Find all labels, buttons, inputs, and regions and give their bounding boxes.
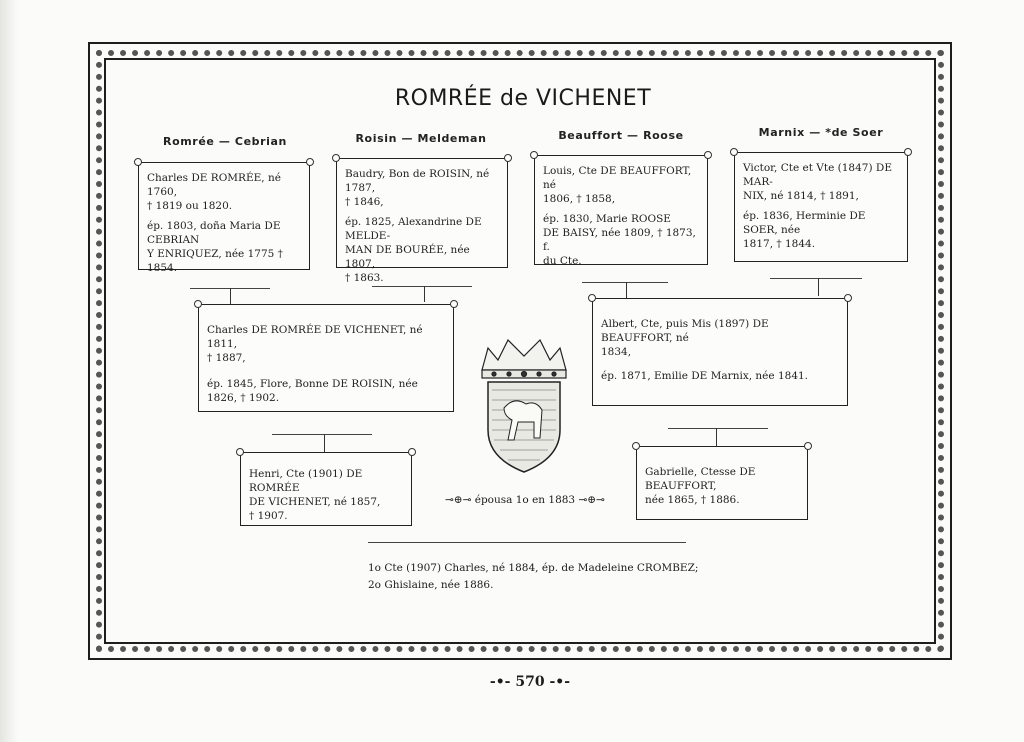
scan-edge bbox=[0, 0, 18, 742]
column-heading-marnix: Marnix — *de Soer bbox=[758, 126, 884, 139]
marriage-label: ⊸⊕⊸ épousa 1o en 1883 ⊸⊕⊸ bbox=[445, 494, 605, 506]
person-box-henri-romree bbox=[240, 452, 412, 526]
box-line: Charles DE ROMRÉE, né 1760, bbox=[147, 172, 281, 198]
box-line: ép. 1845, Flore, Bonne DE ROISIN, née 1826, † 1902. bbox=[207, 378, 418, 404]
person-box-louis-beauffort bbox=[534, 155, 708, 265]
connector-line bbox=[818, 278, 819, 296]
children-list bbox=[368, 560, 698, 594]
column-heading-roisin: Roisin — Meldeman bbox=[355, 132, 487, 145]
box-line: Victor, Cte et Vte (1847) DE MAR- bbox=[743, 162, 892, 188]
connector-line bbox=[716, 428, 717, 446]
box-line: † 1863. bbox=[345, 272, 384, 284]
person-box-charles-romree bbox=[138, 162, 310, 274]
box-line: 1817, † 1844. bbox=[743, 238, 816, 250]
flourish bbox=[668, 428, 768, 429]
box-line: NIX, né 1814, † 1891, bbox=[743, 190, 859, 202]
box-line: 1806, † 1858, bbox=[543, 193, 616, 205]
crown-icon bbox=[482, 340, 566, 378]
box-line: Y ENRIQUEZ, née 1775 † 1854. bbox=[147, 248, 283, 274]
box-line: † 1907. bbox=[249, 510, 288, 522]
column-heading-romree: Romrée — Cebrian bbox=[163, 135, 287, 148]
box-line: Henri, Cte (1901) DE ROMRÉE bbox=[249, 468, 363, 494]
box-line: 1834, bbox=[601, 346, 632, 358]
person-box-albert-beauffort bbox=[592, 298, 848, 406]
flourish bbox=[272, 434, 372, 435]
box-line: Albert, Cte, puis Mis (1897) DE BEAUFFORT, né bbox=[601, 318, 769, 344]
person-box-baudry-roisin bbox=[336, 158, 508, 284]
flourish bbox=[372, 286, 472, 287]
child-line: 2o Ghislaine, née 1886. bbox=[368, 579, 494, 591]
box-line: ép. 1825, Alexandrine DE MELDE- bbox=[345, 216, 482, 242]
page-title: ROMRÉE de VICHENET bbox=[394, 86, 652, 111]
flourish bbox=[770, 278, 862, 279]
box-line: MAN DE BOURÉE, née 1807, bbox=[345, 244, 470, 270]
coat-of-arms-icon bbox=[474, 330, 574, 475]
children-rule bbox=[368, 542, 686, 543]
box-line: † 1887, bbox=[207, 352, 246, 364]
box-line: ép. 1803, doña Maria DE CEBRIAN bbox=[147, 220, 281, 246]
page-number: -•- 570 -•- bbox=[489, 674, 571, 690]
child-line: 1o Cte (1907) Charles, né 1884, ép. de Madeleine CROMBEZ; bbox=[368, 562, 699, 574]
box-line: du Cte. bbox=[543, 255, 582, 267]
box-line: † 1819 ou 1820. bbox=[147, 200, 233, 212]
connector-line bbox=[230, 288, 231, 304]
box-line: Gabrielle, Ctesse DE BEAUFFORT, bbox=[645, 466, 756, 492]
box-line: ép. 1871, Emilie DE Marnix, née 1841. bbox=[601, 370, 809, 382]
connector-line bbox=[324, 434, 325, 452]
page-number-text: 570 bbox=[515, 674, 545, 690]
box-line: Charles DE ROMRÉE DE VICHENET, né 1811, bbox=[207, 324, 423, 350]
connector-line bbox=[424, 286, 425, 302]
column-heading-beauffort: Beauffort — Roose bbox=[558, 129, 684, 142]
box-line: ép. 1830, Marie ROOSE bbox=[543, 213, 671, 225]
connector-line bbox=[626, 282, 627, 298]
box-line: ép. 1836, Herminie DE SOER, née bbox=[743, 210, 866, 236]
marriage-text: épousa 1o en 1883 bbox=[474, 494, 576, 506]
box-line: Louis, Cte DE BEAUFFORT, né bbox=[543, 165, 692, 191]
box-line: DE BAISY, née 1809, † 1873, f. bbox=[543, 227, 696, 253]
person-box-charles-vichenet bbox=[198, 304, 454, 412]
person-box-victor-marnix bbox=[734, 152, 908, 262]
person-box-gabrielle-beauffort bbox=[636, 446, 808, 520]
flourish bbox=[582, 282, 668, 283]
box-line: née 1865, † 1886. bbox=[645, 494, 740, 506]
box-line: † 1846, bbox=[345, 196, 384, 208]
box-line: DE VICHENET, né 1857, bbox=[249, 496, 381, 508]
box-line: Baudry, Bon de ROISIN, né 1787, bbox=[345, 168, 490, 194]
